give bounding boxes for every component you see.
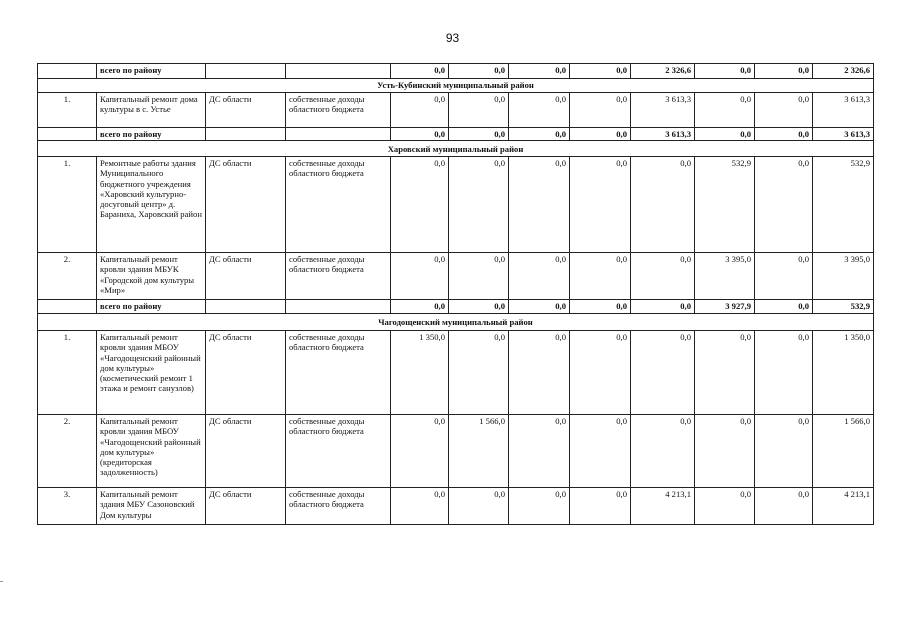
- value-cell: 0,0: [570, 300, 631, 314]
- value-cell: 1 566,0: [813, 415, 874, 488]
- source-cell: [286, 300, 391, 314]
- source-cell: собственные доходы областного бюджета: [286, 415, 391, 488]
- budget-table: [37, 63, 874, 525]
- row-index: 3.: [38, 488, 97, 525]
- fund-cell: [206, 64, 286, 79]
- district-header-row: [38, 314, 874, 331]
- source-cell: собственные доходы областного бюджета: [286, 488, 391, 525]
- value-cell: 0,0: [631, 300, 695, 314]
- value-cell: 3 395,0: [695, 253, 755, 300]
- table-row: [38, 488, 874, 525]
- value-cell: 0,0: [695, 93, 755, 128]
- value-cell: 0,0: [449, 300, 509, 314]
- value-cell: 0,0: [391, 64, 449, 79]
- value-cell: 1 566,0: [449, 415, 509, 488]
- value-cell: 0,0: [391, 253, 449, 300]
- object-name: Капитальный ремонт кровли здания МБУК «Городской дом культуры «Мир»: [97, 253, 206, 300]
- fund-cell: ДС области: [206, 488, 286, 525]
- table-row: [38, 331, 874, 415]
- total-label: всего по району: [97, 128, 206, 141]
- district-total-row: [38, 64, 874, 79]
- index-cell: [38, 300, 97, 314]
- value-cell: 0,0: [755, 93, 813, 128]
- fund-cell: ДС области: [206, 93, 286, 128]
- value-cell: 0,0: [509, 253, 570, 300]
- district-name: Чагодощенский муниципальный район: [38, 314, 874, 331]
- value-cell: 532,9: [813, 157, 874, 253]
- value-cell: 532,9: [695, 157, 755, 253]
- page-number: 93: [445, 31, 460, 45]
- value-cell: 0,0: [631, 331, 695, 415]
- fund-cell: [206, 300, 286, 314]
- district-total-row: [38, 128, 874, 141]
- total-label: всего по району: [97, 64, 206, 79]
- value-cell: 3 613,3: [813, 93, 874, 128]
- value-cell: 0,0: [449, 253, 509, 300]
- value-cell: 0,0: [570, 93, 631, 128]
- value-cell: 0,0: [509, 331, 570, 415]
- source-cell: собственные доходы областного бюджета: [286, 157, 391, 253]
- value-cell: 0,0: [755, 157, 813, 253]
- value-cell: 0,0: [449, 331, 509, 415]
- district-total-row: [38, 300, 874, 314]
- source-cell: [286, 128, 391, 141]
- value-cell: 0,0: [570, 128, 631, 141]
- source-cell: [286, 64, 391, 79]
- value-cell: 0,0: [631, 253, 695, 300]
- value-cell: 0,0: [570, 331, 631, 415]
- value-cell: 0,0: [509, 300, 570, 314]
- value-cell: 0,0: [631, 415, 695, 488]
- value-cell: 4 213,1: [631, 488, 695, 525]
- value-cell: 0,0: [570, 64, 631, 79]
- value-cell: 1 350,0: [813, 331, 874, 415]
- value-cell: 3 927,9: [695, 300, 755, 314]
- value-cell: 0,0: [449, 128, 509, 141]
- value-cell: 0,0: [570, 157, 631, 253]
- fund-cell: ДС области: [206, 331, 286, 415]
- row-index: 1.: [38, 93, 97, 128]
- value-cell: 0,0: [755, 300, 813, 314]
- value-cell: 0,0: [755, 488, 813, 525]
- fund-cell: ДС области: [206, 157, 286, 253]
- value-cell: 0,0: [449, 64, 509, 79]
- district-name: Харовский муниципальный район: [38, 141, 874, 157]
- value-cell: 0,0: [449, 93, 509, 128]
- value-cell: 0,0: [391, 157, 449, 253]
- value-cell: 0,0: [695, 64, 755, 79]
- value-cell: 0,0: [755, 331, 813, 415]
- table-row: [38, 415, 874, 488]
- value-cell: 2 326,6: [813, 64, 874, 79]
- value-cell: 0,0: [509, 93, 570, 128]
- value-cell: 0,0: [391, 93, 449, 128]
- value-cell: 0,0: [509, 128, 570, 141]
- object-name: Капитальный ремонт дома культуры в с. Устье: [97, 93, 206, 128]
- fund-cell: ДС области: [206, 253, 286, 300]
- table-row: [38, 253, 874, 300]
- district-header-row: [38, 79, 874, 93]
- value-cell: 0,0: [509, 157, 570, 253]
- value-cell: 0,0: [755, 128, 813, 141]
- value-cell: 0,0: [391, 300, 449, 314]
- value-cell: 0,0: [695, 331, 755, 415]
- scan-edge-mark: [0, 581, 3, 582]
- table-row: [38, 93, 874, 128]
- value-cell: 0,0: [509, 64, 570, 79]
- value-cell: 1 350,0: [391, 331, 449, 415]
- row-index: 1.: [38, 331, 97, 415]
- value-cell: 0,0: [695, 415, 755, 488]
- value-cell: 0,0: [509, 488, 570, 525]
- index-cell: [38, 128, 97, 141]
- fund-cell: ДС области: [206, 415, 286, 488]
- row-index: 2.: [38, 415, 97, 488]
- value-cell: 0,0: [509, 415, 570, 488]
- object-name: Капитальный ремонт кровли здания МБОУ «Чагодощенский районный дом культуры» (косметический ремонт 1 этажа и ремонт санузлов): [97, 331, 206, 415]
- district-header-row: [38, 141, 874, 157]
- source-cell: собственные доходы областного бюджета: [286, 331, 391, 415]
- value-cell: 532,9: [813, 300, 874, 314]
- source-cell: собственные доходы областного бюджета: [286, 253, 391, 300]
- value-cell: 0,0: [570, 415, 631, 488]
- source-cell: собственные доходы областного бюджета: [286, 93, 391, 128]
- table-body: [38, 64, 874, 525]
- value-cell: 0,0: [755, 64, 813, 79]
- value-cell: 0,0: [570, 253, 631, 300]
- value-cell: 3 395,0: [813, 253, 874, 300]
- value-cell: 0,0: [695, 488, 755, 525]
- value-cell: 0,0: [391, 488, 449, 525]
- row-index: 1.: [38, 157, 97, 253]
- value-cell: 0,0: [449, 488, 509, 525]
- value-cell: 0,0: [755, 415, 813, 488]
- value-cell: 4 213,1: [813, 488, 874, 525]
- object-name: Капитальный ремонт здания МБУ Сазоновский Дом культуры: [97, 488, 206, 525]
- value-cell: 3 613,3: [813, 128, 874, 141]
- value-cell: 0,0: [755, 253, 813, 300]
- value-cell: 0,0: [631, 157, 695, 253]
- fund-cell: [206, 128, 286, 141]
- object-name: Ремонтные работы здания Муниципального бюджетного учреждения «Харовский культурно-досуговый центр» д. Бараниха, Харовский район: [97, 157, 206, 253]
- row-index: 2.: [38, 253, 97, 300]
- value-cell: 2 326,6: [631, 64, 695, 79]
- value-cell: 3 613,3: [631, 128, 695, 141]
- value-cell: 0,0: [695, 128, 755, 141]
- object-name: Капитальный ремонт кровли здания МБОУ «Чагодощенский районный дом культуры» (кредиторская задолженность): [97, 415, 206, 488]
- value-cell: 0,0: [449, 157, 509, 253]
- value-cell: 0,0: [391, 128, 449, 141]
- index-cell: [38, 64, 97, 79]
- district-name: Усть-Кубинский муниципальный район: [38, 79, 874, 93]
- value-cell: 0,0: [570, 488, 631, 525]
- total-label: всего по району: [97, 300, 206, 314]
- table-row: [38, 157, 874, 253]
- value-cell: 3 613,3: [631, 93, 695, 128]
- value-cell: 0,0: [391, 415, 449, 488]
